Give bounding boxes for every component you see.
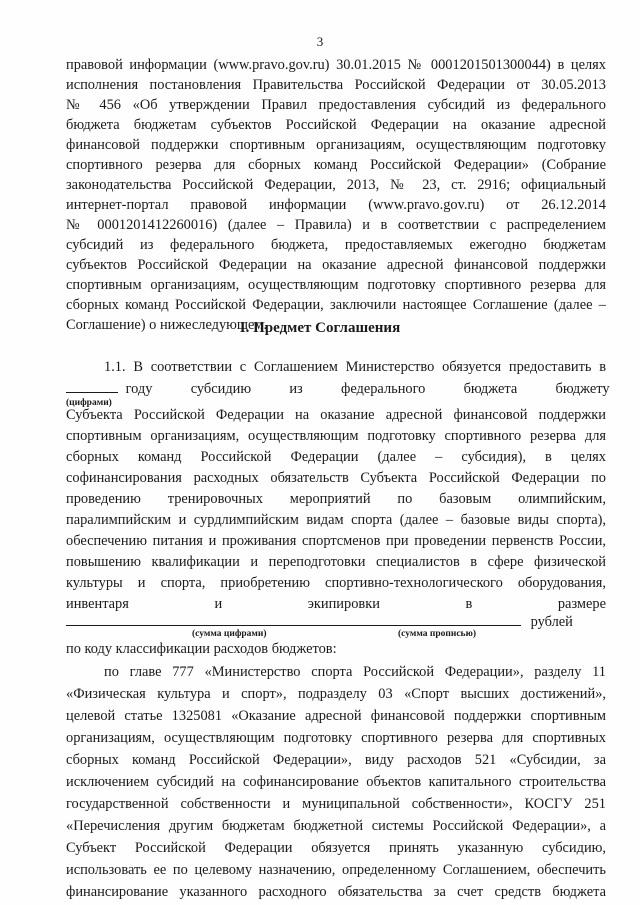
- page-number: 3: [316, 34, 324, 49]
- text-line: Субъект Российской Федерации обязуется принять указанную субсидию,: [66, 840, 606, 856]
- clause-second-line: году субсидию из федерального бюджета бюджету: [125, 381, 610, 397]
- budget-code-line: по коду классификации расходов бюджетов:: [66, 641, 337, 657]
- text-line: спортивного резерва для сборных команд Российской Федерации» (Собрание: [66, 157, 606, 173]
- text-line: обеспечению питания и проживания спортсменов при проведении первенств России,: [66, 533, 606, 549]
- intro-last-line: Соглашение) о нижеследующем.: [66, 317, 268, 333]
- text-line: интернет-портал правовой информации (www.pravo.gov.ru) от 26.12.2014: [66, 197, 606, 213]
- text-line: Субъекта Российской Федерации на оказание адресной финансовой поддержки: [66, 407, 606, 423]
- text-line: проведению тренировочных мероприятий по базовым олимпийским,: [66, 491, 606, 507]
- caption-sum-words: (сумма прописью): [398, 629, 476, 639]
- text-line: целевой статье 1325081 «Оказание адресной финансовой поддержки спортивным: [66, 708, 606, 724]
- text-line: бюджета бюджетам субъектов Российской Федерации на оказание адресной: [66, 117, 606, 133]
- text-line: спортивным организациям, осуществляющим подготовку спортивного резерва для: [66, 428, 606, 444]
- text-line: субъектов Российской Федерации на оказание адресной финансовой поддержки: [66, 257, 606, 273]
- text-line: культуры и спорта, приобретению спортивно-технологического оборудования,: [66, 575, 606, 591]
- text-line: спортивным организациям, осуществляющим подготовку спортивного резерва для: [66, 277, 606, 293]
- text-line: софинансирования расходных обязательств Субъекта Российской Федерации по: [66, 470, 606, 486]
- text-line: исполнения постановления Правительства Российской Федерации от 30.05.2013: [66, 77, 606, 93]
- text-line: финансовой поддержки спортивным организациям, осуществляющим подготовку: [66, 137, 606, 153]
- amount-blank: [66, 625, 521, 626]
- caption-digits: (цифрами): [66, 398, 112, 408]
- clause-first-line: 1.1. В соответствии с Соглашением Министерство обязуется предоставить в: [104, 359, 606, 375]
- rubles-label: рублей: [530, 614, 573, 630]
- year-blank: [66, 392, 118, 393]
- text-line: финансирование указанного расходного обязательства за счет средств бюджета: [66, 884, 606, 900]
- chapter-first-line: по главе 777 «Министерство спорта Российской Федерации», разделу 11: [104, 664, 606, 680]
- text-line: повышению квалификации и переподготовки специалистов в сфере физической: [66, 554, 606, 570]
- text-line: использовать ее по целевому назначению, определенному Соглашением, обеспечить: [66, 862, 606, 878]
- text-line: № 456 «Об утверждении Правил предоставления субсидий из федерального: [66, 97, 606, 113]
- clause-year-line: [66, 380, 610, 398]
- section-heading: I. Предмет Соглашения: [239, 320, 401, 336]
- caption-sum-digits: (сумма цифрами): [192, 629, 267, 639]
- text-line: сборных команд Российской Федерации», виду расходов 521 «Субсидии, за: [66, 752, 606, 768]
- text-line: «Физическая культура и спорт», подразделу 03 «Спорт высших достижений»,: [66, 686, 606, 702]
- text-line: субсидий из федерального бюджета, предоставляемых ежегодно бюджетам: [66, 237, 606, 253]
- text-line: «Перечисления другим бюджетам бюджетной системы Российской Федерации», а: [66, 818, 606, 834]
- text-line: государственной собственности и муниципальной собственности», КОСГУ 251: [66, 796, 606, 812]
- text-line: сборных команд Российской Федерации, заключили настоящее Соглашение (далее –: [66, 297, 606, 313]
- text-line: паралимпийским и сурдлимпийским видам спорта (далее – базовые виды спорта),: [66, 512, 606, 528]
- text-line: правовой информации (www.pravo.gov.ru) 30.01.2015 № 0001201501300044) в целях: [66, 57, 606, 73]
- text-line: сборных команд Российской Федерации (далее – субсидия), в целях: [66, 449, 606, 465]
- text-line: инвентаря и экипировки в размере: [66, 596, 606, 612]
- text-line: организациям, осуществляющим подготовку спортивного резерва для спортивных: [66, 730, 606, 746]
- text-line: исключением субсидий на софинансирование объектов капитального строительства: [66, 774, 606, 790]
- amount-line: [66, 613, 606, 631]
- text-line: законодательства Российской Федерации, 2013, № 23, ст. 2916; официальный: [66, 177, 606, 193]
- text-line: № 0001201412260016) (далее – Правила) и в соответствии с распределением: [66, 217, 606, 233]
